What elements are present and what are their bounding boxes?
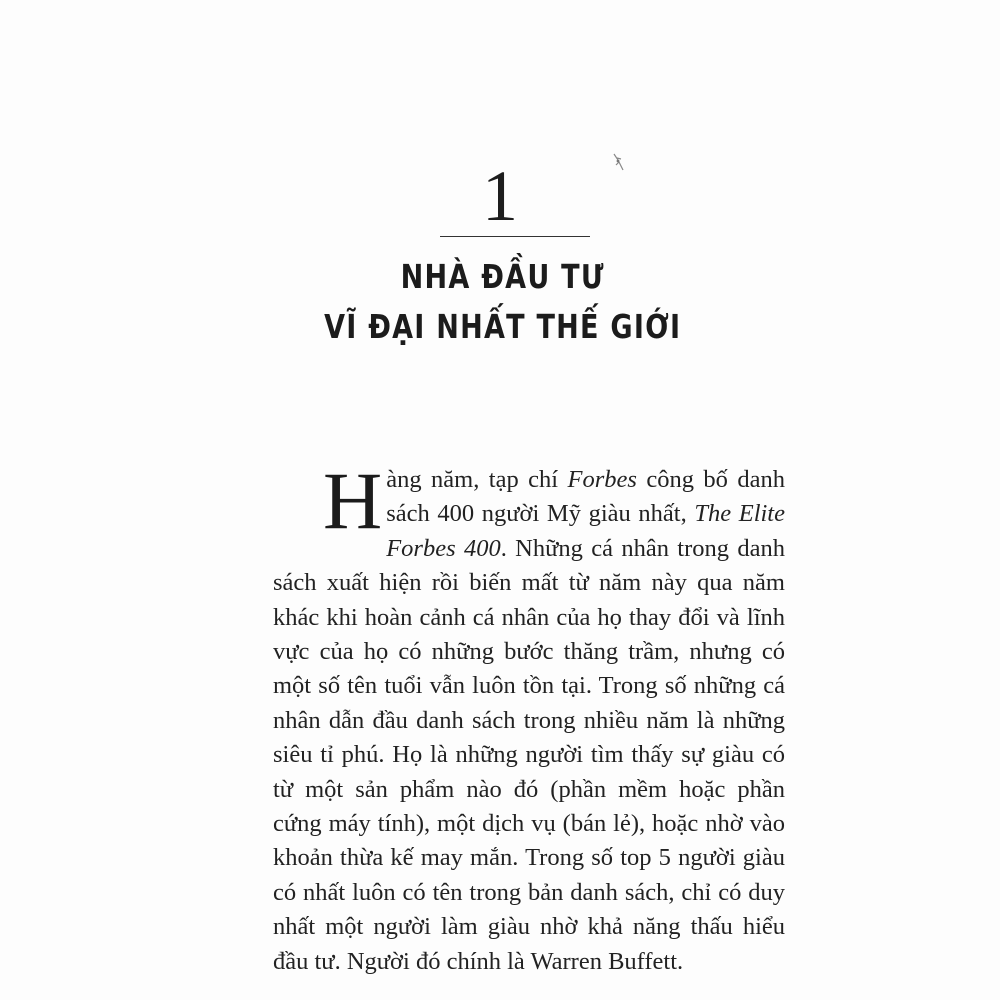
- chapter-title: [93, 252, 913, 352]
- drop-cap: H: [323, 455, 383, 546]
- chapter-divider: [440, 236, 590, 237]
- text-segment: . Những cá nhân trong danh sách xuất hiện rồi biến mất từ năm này qua năm khác khi hoàn cảnh cá nhân của họ thay đổi và lĩnh vực của họ có những bước thăng trầm, nhưng có một số tên tuổi vẫn luôn tồn tại. Trong số những cá nhân dẫn đầu danh sách trong nhiều năm là những siêu tỉ phú. Họ là những người tìm thấy sự giàu có từ một sản phẩm nào đó (phần mềm hoặc phần cứng máy tính), một dịch vụ (bán lẻ), hoặc nhờ vào khoản thừa kế may mắn. Trong số top 5 người giàu có nhất luôn có tên trong bản danh sách, chỉ có duy nhất một người làm giàu nhờ khả năng thấu hiểu đầu tư. Người đó chính là Warren Buffett.: [273, 534, 785, 975]
- text-segment: àng năm, tạp chí: [386, 466, 568, 493]
- italic-elite-forbes: The Elite Forbes 400: [386, 500, 785, 562]
- paragraph: [273, 455, 785, 979]
- chapter-title-line-1: NHÀ ĐẦU TƯ: [400, 257, 605, 296]
- chapter-number: 1: [482, 156, 518, 236]
- body-paragraph: [273, 455, 785, 979]
- italic-forbes: Forbes: [567, 466, 637, 493]
- chapter-title-line-2: VĨ ĐẠI NHẤT THẾ GIỚI: [324, 307, 682, 346]
- text-segment: công bố danh sách 400 người Mỹ giàu nhất,: [386, 466, 785, 528]
